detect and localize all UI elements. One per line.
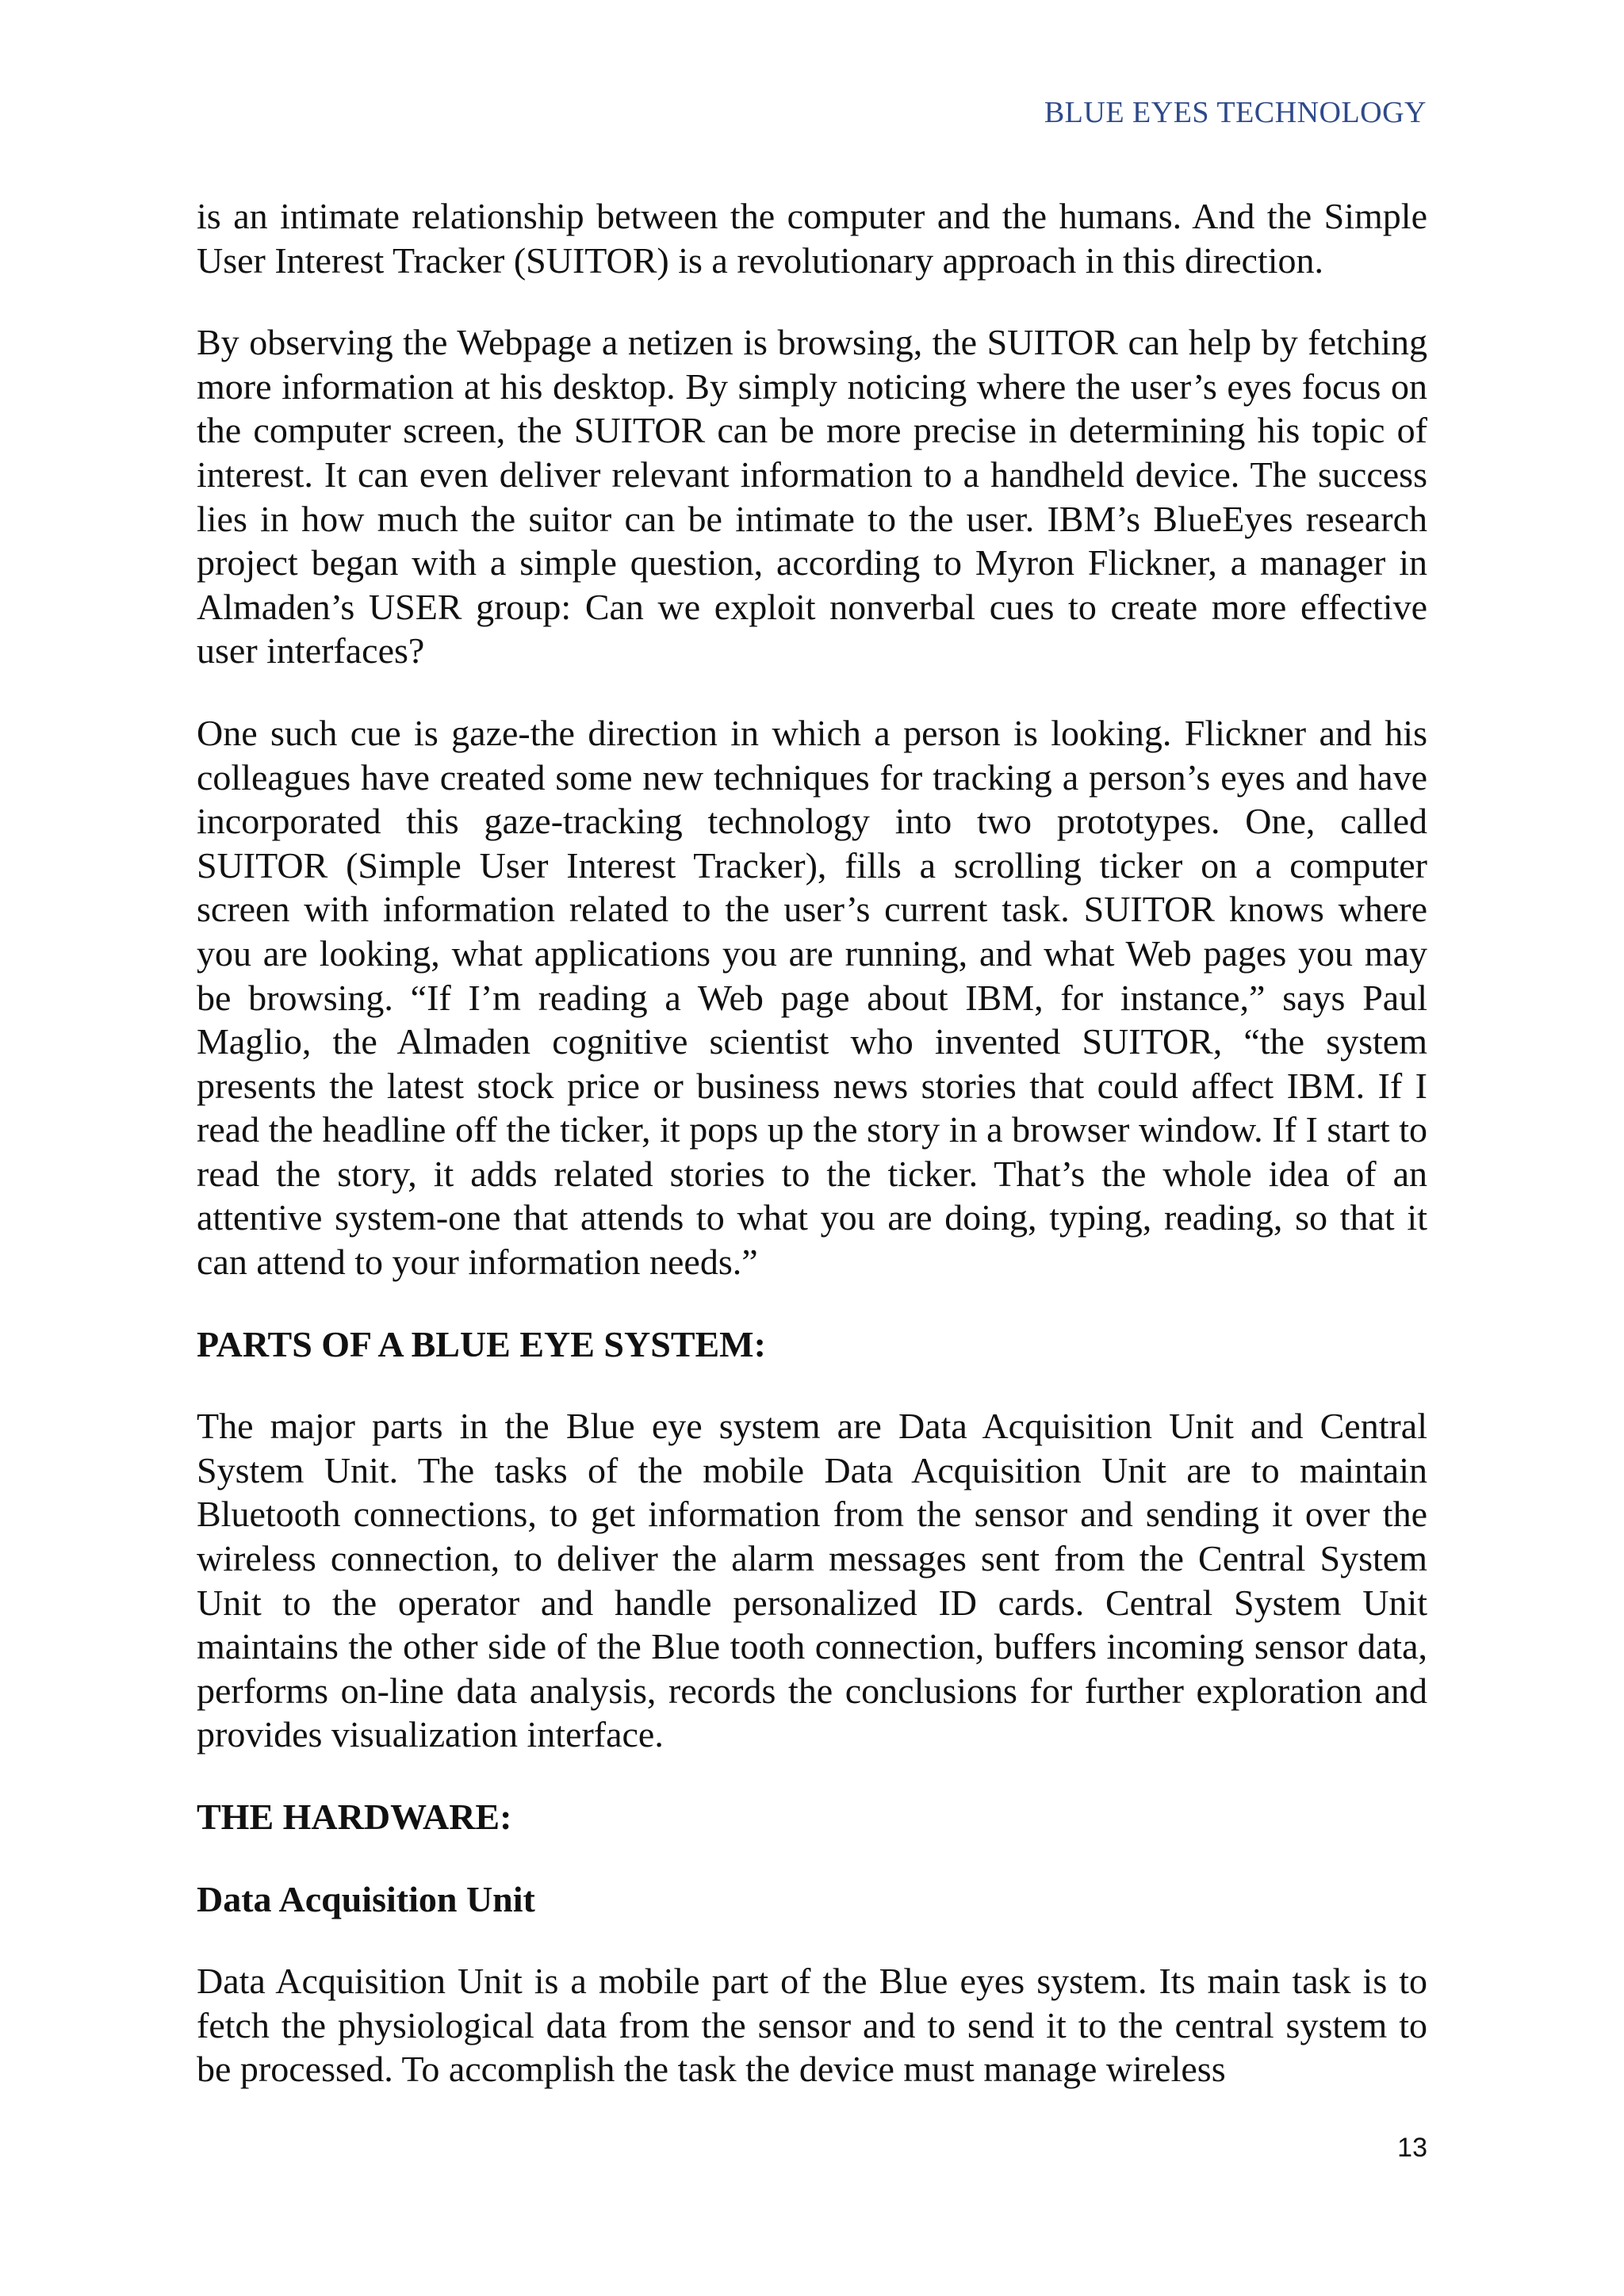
page-number: 13 xyxy=(1397,2133,1427,2163)
section-heading-hardware: THE HARDWARE: xyxy=(197,1797,512,1837)
subsection-heading-data-acquisition-unit: Data Acquisition Unit xyxy=(197,1878,535,1919)
paragraph-data-acquisition-unit: Data Acquisition Unit is a mobile part of the Blue eyes system. Its main task is to fetch the physiological data from the sensor and to send it to the central system to be processed. To accomplish the task the device must manage wireless xyxy=(197,1961,1427,2090)
paragraph-parts: The major parts in the Blue eye system are Data Acquisition Unit and Central System Unit. The tasks of the mobile Data Acquisition Unit are to maintain Bluetooth connections, to get information from the sensor and sending it over the wireless connection, to deliver the alarm messages sent from the Central System Unit to the operator and handle personalized ID cards. Central System Unit maintains the other side of the Blue tooth connection, buffers incoming sensor data, performs on-line data analysis, records the conclusions for further exploration and provides visualization interface. xyxy=(197,1406,1427,1755)
section-heading-parts: PARTS OF A BLUE EYE SYSTEM: xyxy=(197,1323,766,1364)
running-header: BLUE EYES TECHNOLOGY xyxy=(1044,96,1427,129)
paragraph-gaze-cue: One such cue is gaze-the direction in which a person is looking. Flickner and his colleagues have created some new techniques for tracking a person’s eyes and have incorporated this gaze-tracking technology into two prototypes. One, called SUITOR (Simple User Interest Tracker), fills a scrolling ticker on a computer screen with information related to the user’s current task. SUITOR knows where you are looking, what applications you are running, and what Web pages you may be browsing. “If I’m reading a Web page about IBM, for instance,” says Paul Maglio, the Almaden cognitive scientist who invented SUITOR, “the system presents the latest stock price or business news stories that could affect IBM. If I read the headline off the ticker, it pops up the story in a browser window. If I start to read the story, it adds related stories to the ticker. That’s the whole idea of an attentive system-one that attends to what you are doing, typing, reading, so that it can attend to your information needs.” xyxy=(197,712,1427,1283)
paragraph-suitor-webpage: By observing the Webpage a netizen is browsing, the SUITOR can help by fetching more information at his desktop. By simply noticing where the user’s eyes focus on the computer screen, the SUITOR can be more precise in determining his topic of interest. It can even deliver relevant information to a handheld device. The success lies in how much the suitor can be intimate to the user. IBM’s BlueEyes research project began with a simple question, according to Myron Flickner, a manager in Almaden’s USER group: Can we exploit nonverbal cues to create more effective user interfaces? xyxy=(197,322,1427,672)
paragraph-suitor-intro: is an intimate relationship between the computer and the humans. And the Simple User Interest Tracker (SUITOR) is a revolutionary approach in this direction. xyxy=(197,196,1427,281)
page-body xyxy=(197,194,1427,2091)
